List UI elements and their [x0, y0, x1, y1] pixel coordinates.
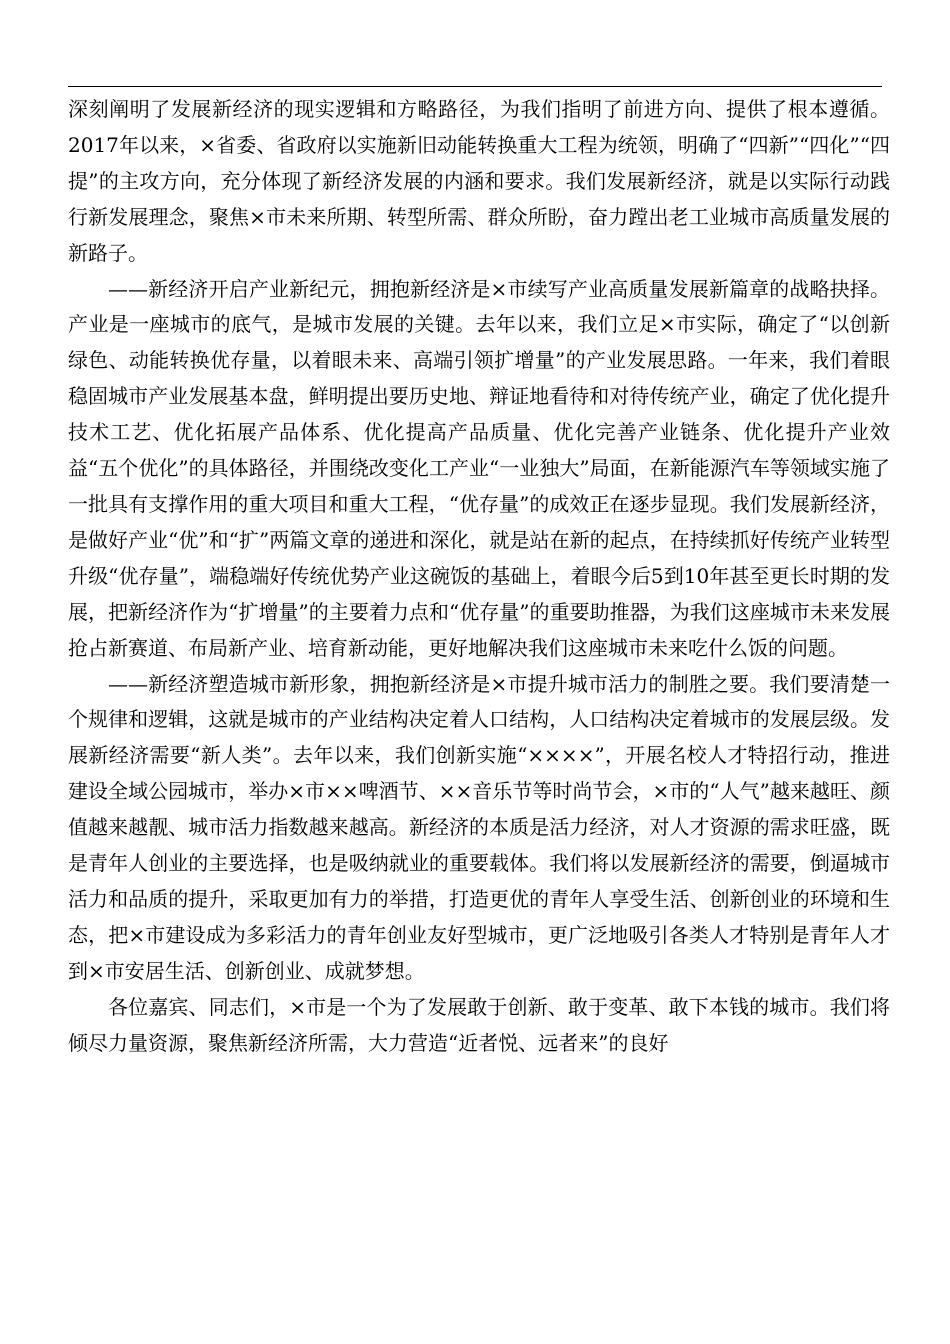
- paragraph-closing: 各位嘉宾、同志们，×市是一个为了发展敢于创新、敢于变革、敢下本钱的城市。我们将倾尽力量资源，聚焦新经济所需，大力营造“近者悦、远者来”的良好: [68, 994, 890, 1055]
- header-rule: [68, 86, 882, 87]
- document-body: [68, 92, 890, 1061]
- paragraph-continuation: 深刻阐明了发展新经济的现实逻辑和方略路径，为我们指明了前进方向、提供了根本遵循。2017年以来，×省委、省政府以实施新旧动能转换重大工程为统领，明确了“四新”“四化”“四提”的主攻方向，充分体现了新经济发展的内涵和要求。我们发展新经济，就是以实际行动践行新发展理念，聚焦×市未来所期、转型所需、群众所盼，奋力蹚出老工业城市高质量发展的新路子。: [68, 97, 890, 265]
- paragraph-city-image: ——新经济塑造城市新形象，拥抱新经济是×市提升城市活力的制胜之要。我们要清楚一个规律和逻辑，这就是城市的产业结构决定着人口结构，人口结构决定着城市的发展层级。发展新经济需要“新人类”。去年以来，我们创新实施“××××”，开展名校人才特招行动，推进建设全域公园城市，举办×市××啤酒节、××音乐节等时尚节会，×市的“人气”越来越旺、颜值越来越靓、城市活力指数越来越高。新经济的本质是活力经济，对人才资源的需求旺盛，既是青年人创业的主要选择，也是吸纳就业的重要载体。我们将以发展新经济的需要，倒逼城市活力和品质的提升，采取更加有力的举措，打造更优的青年人享受生活、创新创业的环境和生态，把×市建设成为多彩活力的青年创业友好型城市，更广泛地吸引各类人才特别是青年人才到×市安居生活、创新创业、成就梦想。: [68, 671, 890, 983]
- paragraph-industry: ——新经济开启产业新纪元，拥抱新经济是×市续写产业高质量发展新篇章的战略抉择。产业是一座城市的底气，是城市发展的关键。去年以来，我们立足×市实际，确定了“以创新绿色、动能转换优存量，以着眼未来、高端引领扩增量”的产业发展思路。一年来，我们着眼稳固城市产业发展基本盘，鲜明提出要历史地、辩证地看待和对待传统产业，确定了优化提升技术工艺、优化拓展产品体系、优化提高产品质量、优化完善产业链条、优化提升产业效益“五个优化”的具体路径，并围绕改变化工产业“一业独大”局面，在新能源汽车等领域实施了一批具有支撑作用的重大项目和重大工程，“优存量”的成效正在逐步显现。我们发展新经济，是做好产业“优”和“扩”两篇文章的递进和深化，就是站在新的起点，在持续抓好传统产业转型升级“优存量”，端稳端好传统优势产业这碗饭的基础上，着眼今后5到10年甚至更长时期的发展，把新经济作为“扩增量”的主要着力点和“优存量”的重要助推器，为我们这座城市未来发展抢占新赛道、布局新产业、培育新动能，更好地解决我们这座城市未来吃什么饭的问题。: [68, 276, 890, 660]
